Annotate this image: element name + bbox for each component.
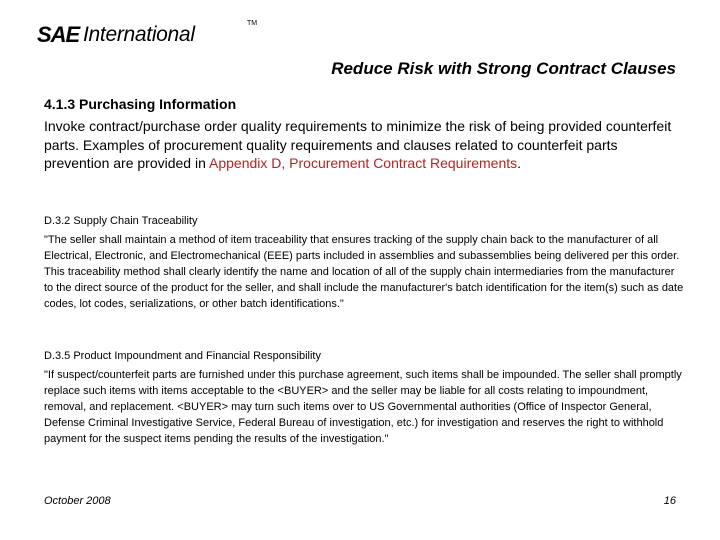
footer-date: October 2008 <box>44 495 111 507</box>
clause-body-traceability: "The seller shall maintain a method of item traceability that ensures tracking of the supply chain back to the manufacturer of all Electrical, Electronic, and Electromechanical (EEE) parts included in assemblies and subassemblies being delivered per this order. This traceability method shall clearly identify the name and location of all of the supply chain intermediaries from the manufacturer to the direct source of the product for the seller, and shall include the manufacturer's batch identification for the item(s) such as date codes, lot codes, serializations, or other batch identifications." <box>44 234 684 310</box>
clause-heading-traceability: D.3.2 Supply Chain Traceability <box>44 215 198 227</box>
slide-title: Reduce Risk with Strong Contract Clauses <box>331 59 676 78</box>
section-heading: 4.1.3 Purchasing Information <box>44 96 237 112</box>
sae-international-logo <box>37 20 258 48</box>
intro-text: Invoke contract/purchase order quality requirements to minimize the risk of being provided counterfeit parts. Examples of procurement quality requirements and clauses related to counterfeit parts prevention are provided in <box>44 118 672 171</box>
clause-body-impoundment: "If suspect/counterfeit parts are furnished under this purchase agreement, such items shall be impounded. The seller shall promptly replace such items with items acceptable to the <BUYER> and the seller may be liable for all costs relating to impoundment, removal, and replacement. <BUYER> may turn such items over to US Governmental authorities (Office of Inspector General, Defense Criminal Investigative Service, Federal Bureau of investigation, etc.) for investigation and reserves the right to withhold payment for the suspect items pending the results of the investigation." <box>44 369 682 445</box>
logo-trademark: TM <box>247 20 258 27</box>
intro-paragraph <box>44 117 684 173</box>
logo-sae-text: SAE <box>37 22 80 47</box>
intro-end: . <box>517 155 522 171</box>
logo-international-text: International <box>83 23 195 46</box>
clause-heading-impoundment: D.3.5 Product Impoundment and Financial Responsibility <box>44 350 321 362</box>
appendix-reference: Appendix D, Procurement Contract Requirements <box>209 155 518 171</box>
page-number: 16 <box>663 495 676 507</box>
